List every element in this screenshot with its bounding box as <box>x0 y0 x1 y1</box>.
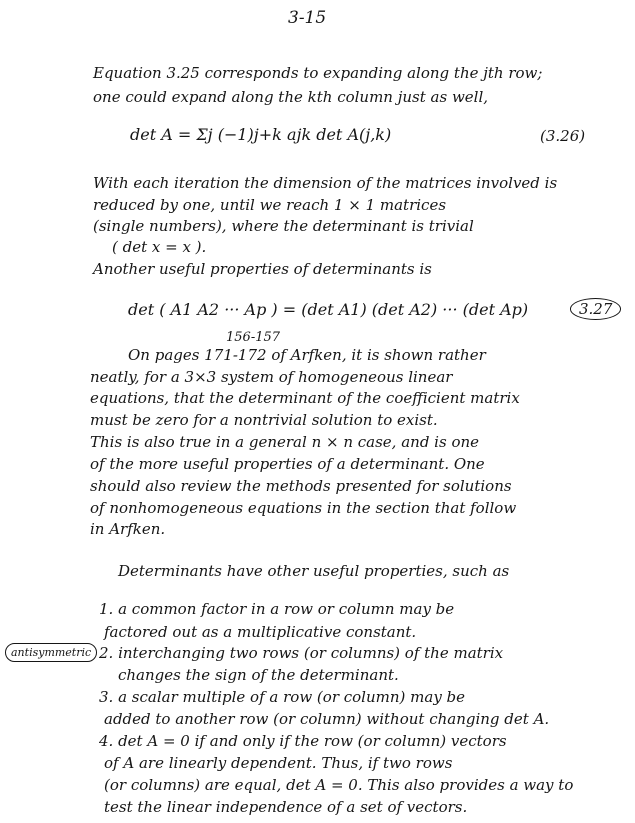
text-line: of the more useful properties of a determinant. One <box>90 455 485 473</box>
text-line: This is also true in a general n × n case, and is one <box>90 433 480 451</box>
list-item: factored out as a multiplicative constant. <box>104 623 417 641</box>
list-item: test the linear independence of a set of vectors. <box>104 798 468 816</box>
text-line: With each iteration the dimension of the matrices involved is <box>93 174 558 192</box>
text-line: Determinants have other useful properties, such as <box>118 562 510 580</box>
text-line: of nonhomogeneous equations in the section that follow <box>90 499 517 517</box>
equation-327: det ( A1 A2 ··· Ap ) = (det A1) (det A2) ··· (det Ap) <box>128 300 529 319</box>
list-item: 1. a common factor in a row or column may be <box>99 600 455 618</box>
equation-number <box>570 300 621 318</box>
margin-tag: antisymmetric <box>5 643 97 662</box>
text-line: one could expand along the kth column just as well, <box>93 88 489 106</box>
page-number: 3-15 <box>288 8 327 28</box>
text-line: Equation 3.25 corresponds to expanding along the jth row; <box>93 64 543 82</box>
text-line: (single numbers), where the determinant is trivial <box>93 217 474 235</box>
text-line: ( det x = x ). <box>112 238 207 256</box>
text-line: On pages 171-172 of Arfken, it is shown rather <box>128 346 486 364</box>
page-annotation: 156-157 <box>226 330 281 345</box>
circled-equation-number: 3.27 <box>570 298 621 320</box>
text-line: reduced by one, until we reach 1 × 1 matrices <box>93 196 447 214</box>
text-line: should also review the methods presented for solutions <box>90 477 512 495</box>
text-line: neatly, for a 3×3 system of homogeneous linear <box>90 368 453 386</box>
text-line: Another useful properties of determinants is <box>93 260 432 278</box>
list-item: added to another row (or column) without changing det A. <box>104 710 550 728</box>
list-item: 4. det A = 0 if and only if the row (or column) vectors <box>99 732 507 750</box>
list-item: 2. interchanging two rows (or columns) of the matrix <box>99 644 504 662</box>
text-line: equations, that the determinant of the coefficient matrix <box>90 389 520 407</box>
text-line: in Arfken. <box>90 520 166 538</box>
equation-number: (3.26) <box>540 127 586 145</box>
text-line: must be zero for a nontrivial solution to exist. <box>90 411 438 429</box>
list-item: (or columns) are equal, det A = 0. This also provides a way to <box>104 776 574 794</box>
list-item: changes the sign of the determinant. <box>118 666 399 684</box>
list-item: of A are linearly dependent. Thus, if two rows <box>104 754 453 772</box>
equation-326: det A = Σj (−1)j+k ajk det A(j,k) <box>130 125 392 144</box>
list-item: 3. a scalar multiple of a row (or column) may be <box>99 688 466 706</box>
